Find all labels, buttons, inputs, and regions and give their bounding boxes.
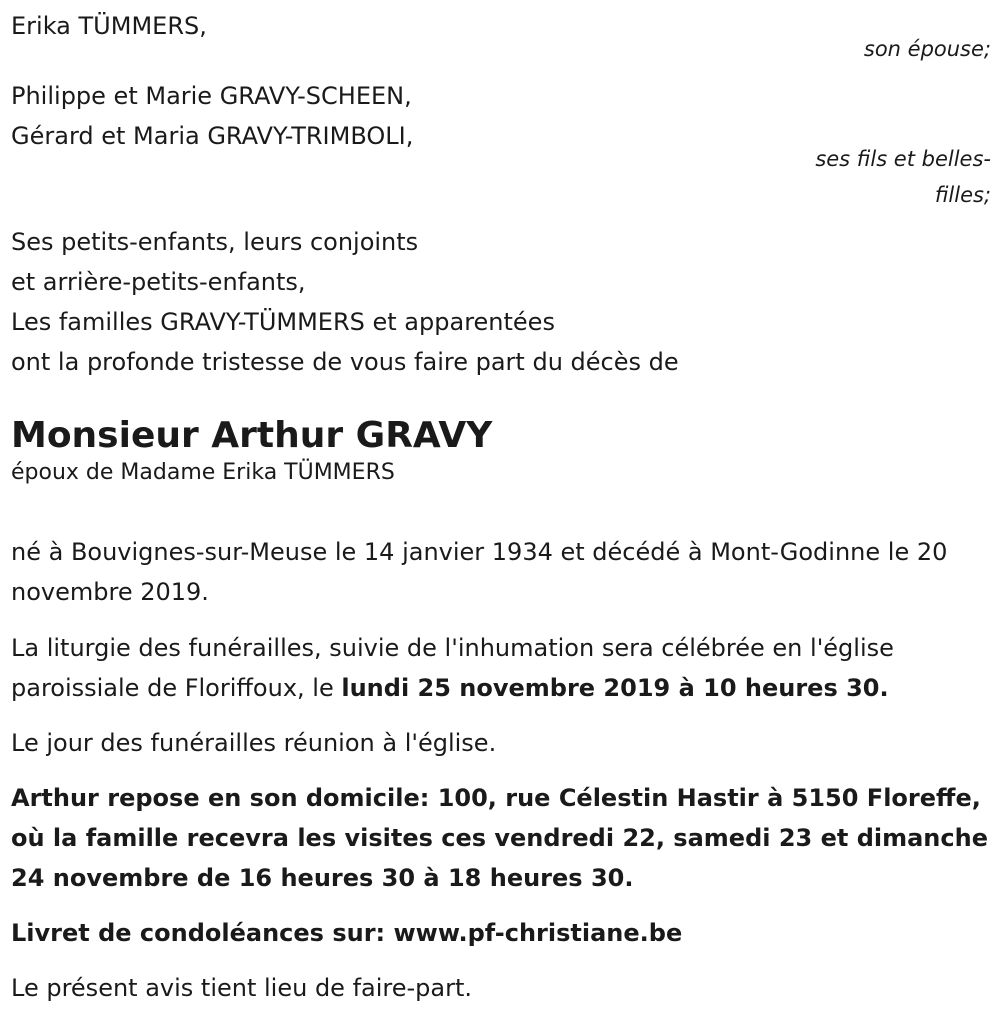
visit-info: Arthur repose en son domicile: 100, rue Célestin Hastir à 5150 Floreffe, où la famille recevra les visites ces vendredi 22, samedi 23 et dimanche 24 novembre de 16 heures 30 à 18 heures 30. [11,784,988,892]
family-line-2: et arrière-petits-enfants, [11,268,306,296]
son-2: Gérard et Maria GRAVY-TRIMBOLI, [11,122,414,150]
deceased-spouse: époux de Madame Erika TÜMMERS [11,460,395,485]
liturgy-text: La liturgie des funérailles, suivie de l'inhumation sera célébrée en l'église paroissiale de Floriffoux, le [11,634,894,702]
birth-death: né à Bouvignes-sur-Meuse le 14 janvier 1934 et décédé à Mont-Godinne le 20 novembre 2019. [11,538,948,606]
son-1: Philippe et Marie GRAVY-SCHEEN, [11,82,412,110]
family-line-4: ont la profonde tristesse de vous faire part du décès de [11,348,679,376]
obituary-notice [11,6,991,1008]
wife-role: son épouse; [863,37,991,61]
liturgy-date: lundi 25 novembre 2019 à 10 heures 30. [341,674,889,702]
deceased-name: Monsieur Arthur GRAVY [11,415,493,456]
notice: Le présent avis tient lieu de faire-part. [11,974,473,1002]
meeting: Le jour des funérailles réunion à l'église. [11,729,497,757]
liturgy [11,628,991,708]
sons-role-1: ses fils et belles- [815,147,991,171]
wife-name: Erika TÜMMERS, [11,12,207,40]
sons-role-2: filles; [934,183,991,207]
condolences-link: Livret de condoléances sur: www.pf-christiane.be [11,919,683,947]
family-line-3: Les familles GRAVY-TÜMMERS et apparentées [11,308,555,336]
family-line-1: Ses petits-enfants, leurs conjoints [11,228,419,256]
